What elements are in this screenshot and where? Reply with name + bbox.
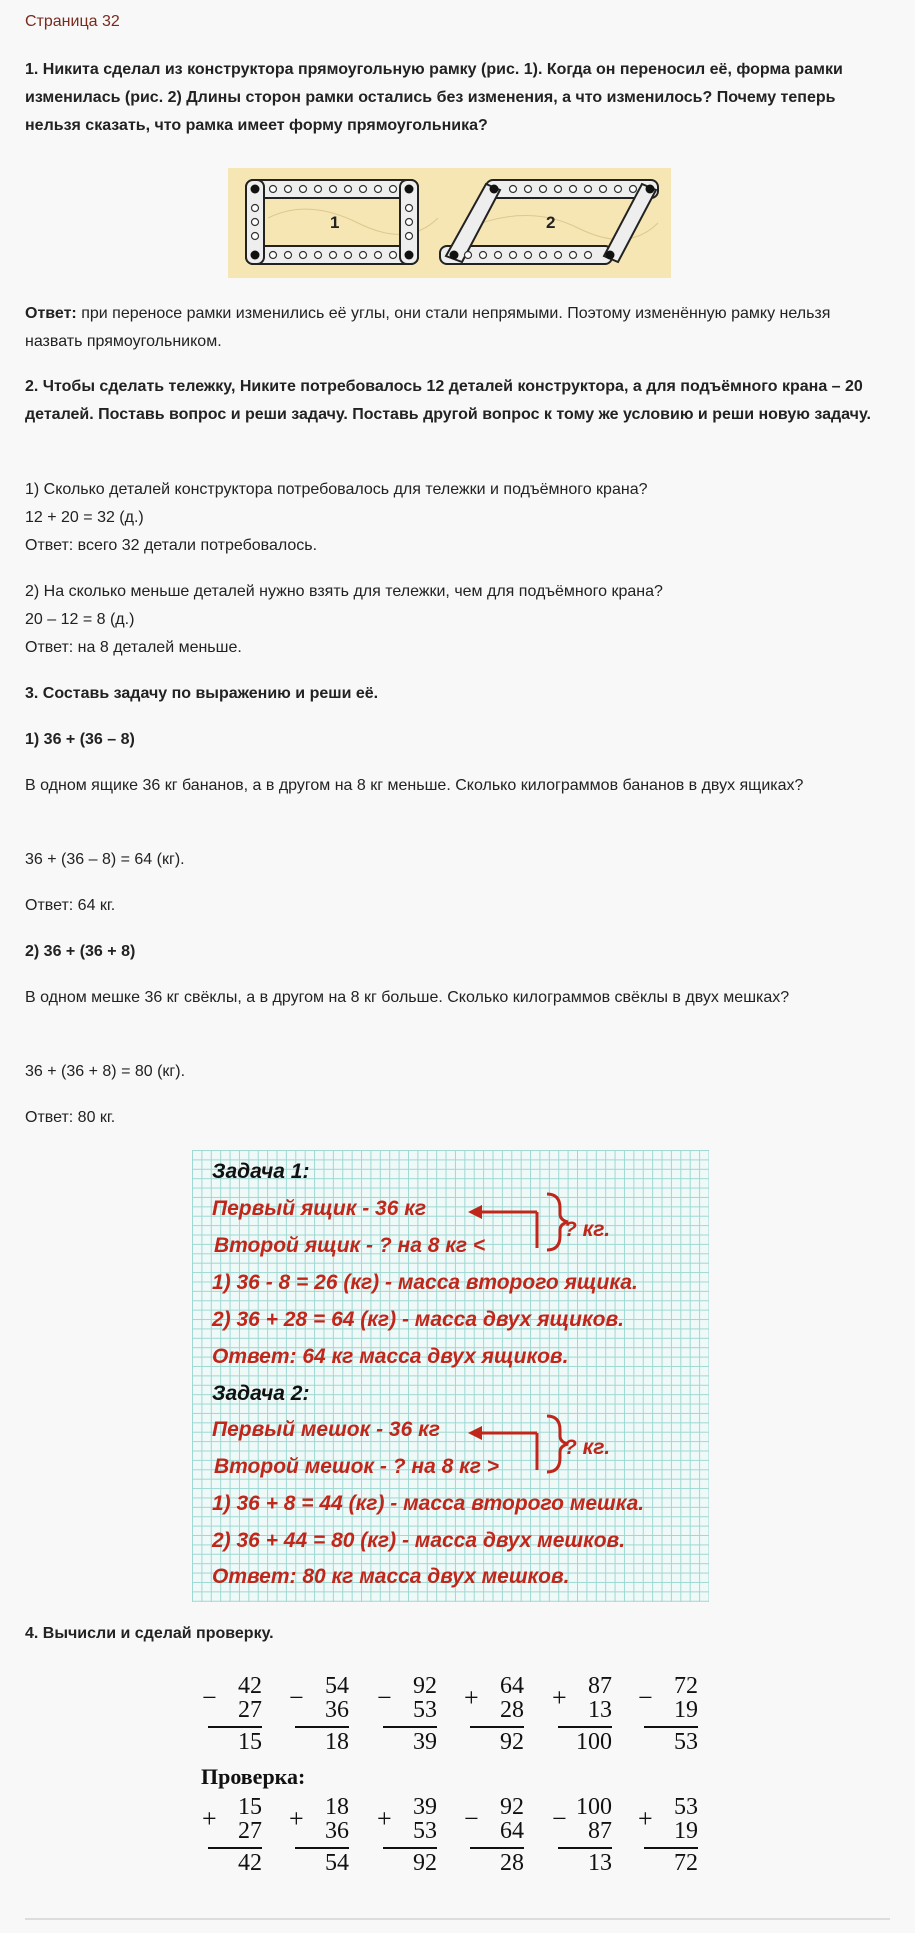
column-calculation (379, 1673, 437, 1757)
z1-line1: Первый ящик - 36 кг (212, 1197, 427, 1220)
operation-sign: + (464, 1683, 479, 1712)
notebook-arrows (192, 1150, 709, 1602)
z1-brace-icon (547, 1194, 568, 1250)
task4-question: 4. Вычисли и сделай проверку. (25, 1625, 274, 1642)
z1-step1: 1) 36 - 8 = 26 (кг) - масса второго ящика. (212, 1271, 638, 1294)
task3-e2-title: 2) 36 + (36 + 8) (25, 943, 136, 960)
result: 28 (500, 1850, 524, 1876)
result-line (208, 1847, 262, 1849)
task2-q1-calc: 12 + 20 = 32 (д.) (25, 509, 144, 526)
operand-b: 27 (238, 1818, 262, 1844)
column-calculation (291, 1794, 349, 1878)
result: 72 (674, 1850, 698, 1876)
operand-b: 27 (238, 1697, 262, 1723)
result: 54 (325, 1850, 349, 1876)
column-calculation (640, 1794, 698, 1878)
operand-b: 64 (500, 1818, 524, 1844)
operand-b: 19 (674, 1697, 698, 1723)
operation-sign: − (202, 1683, 217, 1712)
task3-e1-calc: 36 + (36 – 8) = 64 (кг). (25, 851, 185, 868)
z2-step2: 2) 36 + 44 = 80 (кг) - масса двух мешков. (212, 1529, 626, 1552)
task2-q2: 2) На сколько меньше деталей нужно взять для тележки, чем для подъёмного крана? (25, 583, 663, 600)
task3-e1-title: 1) 36 + (36 – 8) (25, 731, 135, 748)
operand-a: 54 (325, 1673, 349, 1699)
operand-b: 36 (325, 1818, 349, 1844)
operand-a: 64 (500, 1673, 524, 1699)
operand-a: 15 (238, 1794, 262, 1820)
figure-label-1: 1 (330, 213, 340, 232)
notebook-solution-image (192, 1150, 709, 1602)
column-calculation (554, 1794, 612, 1878)
z2-brace-text: ? кг. (564, 1436, 611, 1459)
operand-a: 72 (674, 1673, 698, 1699)
z1-title: Задача 1: (212, 1160, 310, 1183)
operand-a: 92 (413, 1673, 437, 1699)
result-line (558, 1726, 612, 1728)
result: 92 (413, 1850, 437, 1876)
operation-sign: − (377, 1683, 392, 1712)
result: 18 (325, 1729, 349, 1755)
operand-a: 42 (238, 1673, 262, 1699)
task2-solution1 (25, 476, 890, 560)
figure-label-2: 2 (546, 213, 556, 232)
page-title: Страница 32 (25, 13, 120, 30)
z2-brace-icon (547, 1416, 568, 1472)
task1-answer (25, 300, 890, 356)
operation-sign: + (289, 1804, 304, 1833)
operand-b: 36 (325, 1697, 349, 1723)
task3-e2-text: В одном мешке 36 кг свёклы, а в другом на 8 кг больше. Сколько килограммов свёклы в двух мешках? (25, 989, 790, 1006)
operand-a: 100 (576, 1794, 612, 1820)
result-line (208, 1726, 262, 1728)
operand-b: 13 (588, 1697, 612, 1723)
task3-question: 3. Составь задачу по выражению и реши её. (25, 685, 379, 702)
operand-a: 87 (588, 1673, 612, 1699)
result: 39 (413, 1729, 437, 1755)
column-calculation (379, 1794, 437, 1878)
result: 15 (238, 1729, 262, 1755)
frame-figure (228, 168, 671, 278)
answer-label: Ответ: (25, 305, 77, 322)
result-line (470, 1847, 524, 1849)
z2-step1: 1) 36 + 8 = 44 (кг) - масса второго мешка. (212, 1492, 645, 1515)
operand-b: 53 (413, 1697, 437, 1723)
result: 53 (674, 1729, 698, 1755)
result-line (383, 1726, 437, 1728)
result: 92 (500, 1729, 524, 1755)
bottom-divider (25, 1918, 890, 1920)
operation-sign: + (377, 1804, 392, 1833)
operand-b: 53 (413, 1818, 437, 1844)
column-calculation (204, 1794, 262, 1878)
operation-sign: + (202, 1804, 217, 1833)
task1-question: 1. Никита сделал из конструктора прямоугольную рамку (рис. 1). Когда он переносил её, форма рамки изменилась (рис. 2) Длины сторон рамки остались без изменения, а что изменилось? Почему теперь нельзя сказать, что рамка имеет форму прямоугольника? (25, 61, 843, 134)
operand-a: 53 (674, 1794, 698, 1820)
result: 100 (576, 1729, 612, 1755)
operation-sign: + (638, 1804, 653, 1833)
operation-sign: − (464, 1804, 479, 1833)
task3-e1-answer: Ответ: 64 кг. (25, 897, 116, 914)
answer-text: при переносе рамки изменились её углы, они стали непрямыми. Поэтому изменённую рамку нельзя назвать прямоугольником. (25, 305, 831, 350)
result-line (470, 1726, 524, 1728)
operand-a: 39 (413, 1794, 437, 1820)
check-label: Проверка: (201, 1764, 306, 1789)
result-line (558, 1847, 612, 1849)
task2-q1: 1) Сколько деталей конструктора потребовалось для тележки и подъёмного крана? (25, 481, 648, 498)
result-line (295, 1847, 349, 1849)
operand-b: 87 (588, 1818, 612, 1844)
task3-e2-answer: Ответ: 80 кг. (25, 1109, 116, 1126)
operation-sign: + (552, 1683, 567, 1712)
column-calculation (466, 1794, 524, 1878)
result: 42 (238, 1850, 262, 1876)
result: 13 (588, 1850, 612, 1876)
operation-sign: − (552, 1804, 567, 1833)
z2-line2: Второй мешок - ? на 8 кг > (214, 1455, 500, 1478)
z2-line1: Первый мешок - 36 кг (212, 1418, 440, 1441)
result-line (295, 1726, 349, 1728)
z2-answer: Ответ: 80 кг масса двух мешков. (212, 1565, 570, 1588)
operation-sign: − (289, 1683, 304, 1712)
column-calculation (291, 1673, 349, 1757)
z1-answer: Ответ: 64 кг масса двух ящиков. (212, 1345, 569, 1368)
z2-title: Задача 2: (212, 1382, 310, 1405)
frame-illustration (228, 168, 671, 278)
task3-e1-text: В одном ящике 36 кг бананов, а в другом на 8 кг меньше. Сколько килограммов бананов в двух ящиках? (25, 777, 804, 794)
column-calculation (204, 1673, 262, 1757)
z1-line2: Второй ящик - ? на 8 кг < (214, 1234, 486, 1257)
operation-sign: − (638, 1683, 653, 1712)
task2-question: 2. Чтобы сделать тележку, Никите потребовалось 12 деталей конструктора, а для подъёмного крана – 20 деталей. Поставь вопрос и реши задачу. Поставь другой вопрос к тому же условию и реши новую задачу. (25, 378, 871, 423)
operand-a: 18 (325, 1794, 349, 1820)
task2-q1-answer: Ответ: всего 32 детали потребовалось. (25, 537, 318, 554)
operand-a: 92 (500, 1794, 524, 1820)
task3-e2-calc: 36 + (36 + 8) = 80 (кг). (25, 1063, 186, 1080)
operand-b: 28 (500, 1697, 524, 1723)
task2-solution2 (25, 578, 890, 662)
column-calculation (554, 1673, 612, 1757)
task2-q2-answer: Ответ: на 8 деталей меньше. (25, 639, 242, 656)
z1-step2: 2) 36 + 28 = 64 (кг) - масса двух ящиков. (212, 1308, 625, 1331)
result-line (644, 1847, 698, 1849)
z1-brace-text: ? кг. (564, 1218, 611, 1241)
result-line (644, 1726, 698, 1728)
result-line (383, 1847, 437, 1849)
column-calculation (466, 1673, 524, 1757)
column-calculation (640, 1673, 698, 1757)
operand-b: 19 (674, 1818, 698, 1844)
task2-q2-calc: 20 – 12 = 8 (д.) (25, 611, 135, 628)
